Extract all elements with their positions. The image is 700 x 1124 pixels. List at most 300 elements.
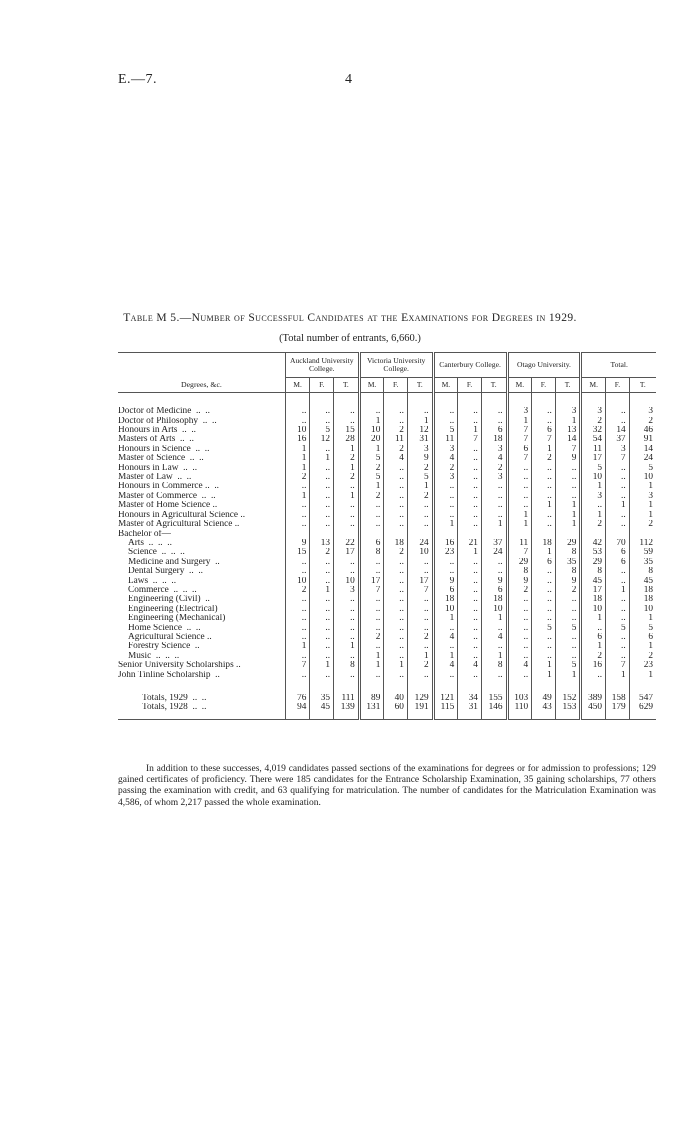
- table-cell: 1: [310, 661, 334, 670]
- table-cell: ..: [507, 614, 532, 623]
- table-cell: 18: [481, 435, 507, 444]
- table-cell: 7: [606, 661, 630, 670]
- table-cell: 179: [606, 703, 630, 712]
- row-leader-dots: .. ..: [198, 416, 217, 426]
- row-label-cell: [118, 417, 285, 426]
- page-number: 4: [345, 72, 352, 87]
- table-cell: 6: [629, 633, 656, 642]
- table-row: [118, 464, 656, 473]
- table-cell: ..: [481, 624, 507, 633]
- table-cell: 8: [581, 567, 606, 576]
- table-cell: 1: [433, 520, 458, 529]
- table-cell: 17: [581, 586, 606, 595]
- table-cell: ..: [310, 558, 334, 567]
- row-label: Dental Surgery: [128, 567, 185, 577]
- table-cell: 8: [481, 661, 507, 670]
- row-label-cell: [118, 492, 285, 501]
- table-cell: 1: [606, 586, 630, 595]
- table-cell: ..: [359, 567, 384, 576]
- row-label: Master of Science: [118, 454, 186, 464]
- table-cell: 10: [629, 473, 656, 482]
- table-cell: ..: [481, 511, 507, 520]
- table-cell: [334, 530, 360, 539]
- column-subheader: M.: [285, 377, 310, 392]
- row-label: Arts: [128, 538, 145, 548]
- table-cell: ..: [532, 605, 556, 614]
- table-cell: 10: [581, 605, 606, 614]
- row-leader-dots: .. ..: [181, 623, 201, 633]
- table-cell: 1: [606, 501, 630, 510]
- row-leader-dots: .. ..: [178, 463, 198, 473]
- table-cell: 4: [458, 661, 482, 670]
- table-cell: ..: [433, 501, 458, 510]
- table-cell: ..: [310, 671, 334, 680]
- table-cell: ..: [555, 605, 581, 614]
- row-leader-dots: ..: [204, 632, 212, 642]
- row-label: Doctor of Medicine: [118, 407, 192, 417]
- spacer-row: [118, 393, 656, 408]
- table-cell: ..: [407, 520, 433, 529]
- table-cell: 1: [606, 671, 630, 680]
- table-cell: 9: [481, 577, 507, 586]
- table-cell: 4: [433, 454, 458, 463]
- table-cell: 16: [433, 539, 458, 548]
- row-label: John Tinline Scholarship: [118, 670, 211, 680]
- table-cell: ..: [458, 586, 482, 595]
- table-cell: 12: [407, 426, 433, 435]
- column-subheader: M.: [433, 377, 458, 392]
- table-cell: ..: [606, 417, 630, 426]
- table-cell: 9: [555, 454, 581, 463]
- table-cell: 3: [606, 445, 630, 454]
- table-cell: ..: [507, 492, 532, 501]
- table-cell: 6: [532, 426, 556, 435]
- table-cell: ..: [606, 595, 630, 604]
- table-cell: ..: [433, 624, 458, 633]
- table-cell: 2: [334, 454, 360, 463]
- table-cell: ..: [310, 642, 334, 651]
- table-cell: ..: [458, 652, 482, 661]
- table-cell: 45: [581, 577, 606, 586]
- table-cell: ..: [507, 624, 532, 633]
- row-label-cell: [118, 407, 285, 416]
- table-row: [118, 548, 656, 557]
- table-cell: 6: [532, 558, 556, 567]
- table-cell: 1: [359, 482, 384, 491]
- table-title-text: Table M 5.—Number of Successful Candidates at the Examinations for Degrees in 1929.: [123, 312, 577, 324]
- column-subheader: T.: [555, 377, 581, 392]
- table-cell: 1: [532, 548, 556, 557]
- table-cell: ..: [606, 633, 630, 642]
- table-cell: 1: [334, 642, 360, 651]
- table-cell: ..: [458, 482, 482, 491]
- table-cell: ..: [285, 633, 310, 642]
- table-cell: 103: [507, 694, 532, 703]
- table-cell: 60: [384, 703, 408, 712]
- table-cell: [359, 530, 384, 539]
- table-cell: 5: [555, 624, 581, 633]
- table-cell: ..: [433, 511, 458, 520]
- table-cell: ..: [555, 492, 581, 501]
- table-cell: 24: [629, 454, 656, 463]
- table-cell: 1: [407, 482, 433, 491]
- table-cell: ..: [481, 407, 507, 416]
- table-cell: 5: [532, 624, 556, 633]
- table-cell: 191: [407, 703, 433, 712]
- row-label-cell: [118, 539, 285, 548]
- row-label-cell: [118, 558, 285, 567]
- table-cell: 15: [285, 548, 310, 557]
- table-cell: 29: [581, 558, 606, 567]
- table-cell: ..: [384, 605, 408, 614]
- table-cell: ..: [310, 605, 334, 614]
- table-cell: 1: [629, 501, 656, 510]
- row-label: Commerce: [128, 585, 169, 595]
- row-label-cell: [118, 501, 285, 510]
- column-subheader: F.: [458, 377, 482, 392]
- table-cell: 12: [310, 435, 334, 444]
- table-cell: ..: [310, 595, 334, 604]
- table-cell: 4: [384, 454, 408, 463]
- table-cell: ..: [384, 417, 408, 426]
- column-subheader: T.: [481, 377, 507, 392]
- row-label: Honours in Arts: [118, 426, 178, 436]
- table-cell: 1: [458, 426, 482, 435]
- table-cell: ..: [384, 511, 408, 520]
- table-cell: 14: [606, 426, 630, 435]
- table-cell: 2: [384, 548, 408, 557]
- row-leader-dots: .. ..: [197, 491, 216, 501]
- table-cell: 29: [507, 558, 532, 567]
- table-cell: ..: [384, 652, 408, 661]
- table-cell: ..: [606, 567, 630, 576]
- row-leader-dots: .. ..: [172, 473, 192, 483]
- table-cell: 1: [555, 511, 581, 520]
- table-cell: ..: [606, 642, 630, 651]
- table-cell: 37: [606, 435, 630, 444]
- table-cell: 6: [481, 426, 507, 435]
- table-cell: 158: [606, 694, 630, 703]
- table-cell: ..: [359, 605, 384, 614]
- table-cell: 1: [581, 511, 606, 520]
- table-cell: 1: [285, 445, 310, 454]
- table-cell: 20: [359, 435, 384, 444]
- table-cell: [507, 530, 532, 539]
- table-cell: 2: [334, 473, 360, 482]
- table-cell: 10: [359, 426, 384, 435]
- table-cell: 9: [507, 577, 532, 586]
- table-cell: ..: [285, 520, 310, 529]
- table-cell: ..: [481, 567, 507, 576]
- table-cell: [407, 530, 433, 539]
- table-cell: ..: [555, 652, 581, 661]
- table-cell: 18: [629, 595, 656, 604]
- row-label: Masters of Arts: [118, 435, 176, 445]
- table-cell: [606, 530, 630, 539]
- table-cell: ..: [407, 511, 433, 520]
- table-cell: ..: [606, 577, 630, 586]
- table-cell: 1: [285, 464, 310, 473]
- table-cell: 2: [310, 548, 334, 557]
- table-cell: ..: [433, 671, 458, 680]
- row-leader-dots: .. ..: [187, 703, 207, 713]
- table-cell: 3: [629, 407, 656, 416]
- table-cell: 53: [581, 548, 606, 557]
- row-label-cell: [118, 595, 285, 604]
- row-label-cell: [118, 445, 285, 454]
- table-cell: ..: [384, 407, 408, 416]
- table-cell: 1: [507, 511, 532, 520]
- table-cell: ..: [532, 511, 556, 520]
- table-cell: ..: [532, 520, 556, 529]
- table-cell: [555, 530, 581, 539]
- row-label: Honours in Law: [118, 463, 179, 473]
- table-cell: 35: [629, 558, 656, 567]
- table-cell: 21: [458, 539, 482, 548]
- table-cell: 6: [507, 445, 532, 454]
- table-cell: 1: [555, 417, 581, 426]
- table-cell: [384, 530, 408, 539]
- row-label: Music: [128, 651, 152, 661]
- table-row: [118, 426, 656, 435]
- table-cell: 6: [606, 558, 630, 567]
- table-cell: 1: [581, 614, 606, 623]
- table-cell: 9: [555, 577, 581, 586]
- column-subheader: T.: [334, 377, 360, 392]
- degrees-header: Degrees, &c.: [118, 353, 285, 393]
- table-cell: 5: [555, 661, 581, 670]
- table-cell: ..: [384, 624, 408, 633]
- table-cell: 45: [310, 703, 334, 712]
- table-cell: 2: [629, 520, 656, 529]
- table-cell: 35: [310, 694, 334, 703]
- table-cell: 7: [359, 586, 384, 595]
- table-row: [118, 501, 656, 510]
- table-row: [118, 407, 656, 416]
- table-cell: 5: [629, 464, 656, 473]
- table-cell: ..: [285, 624, 310, 633]
- table-cell: 112: [629, 539, 656, 548]
- table-cell: 4: [481, 633, 507, 642]
- row-leader-dots: ..: [232, 520, 240, 530]
- table-cell: ..: [384, 501, 408, 510]
- table-cell: ..: [407, 642, 433, 651]
- row-label-cell: [118, 511, 285, 520]
- table-cell: 11: [507, 539, 532, 548]
- table-cell: 31: [407, 435, 433, 444]
- table-cell: ..: [532, 473, 556, 482]
- table-cell: ..: [458, 501, 482, 510]
- table-cell: ..: [384, 586, 408, 595]
- table-cell: ..: [532, 492, 556, 501]
- table-cell: 9: [407, 454, 433, 463]
- table-cell: ..: [310, 445, 334, 454]
- table-cell: ..: [359, 501, 384, 510]
- table-cell: 76: [285, 694, 310, 703]
- row-label-cell: [118, 586, 285, 595]
- table-cell: 5: [629, 624, 656, 633]
- table-cell: ..: [481, 671, 507, 680]
- table-cell: ..: [606, 492, 630, 501]
- table-cell: ..: [481, 482, 507, 491]
- table-cell: ..: [458, 642, 482, 651]
- table-cell: 10: [285, 426, 310, 435]
- table-cell: 6: [606, 548, 630, 557]
- row-label: Master of Agricultural Science: [118, 520, 233, 530]
- table-cell: ..: [407, 567, 433, 576]
- row-label: Bachelor of—: [118, 529, 171, 539]
- row-label-cell: [118, 605, 285, 614]
- table-cell: 1: [507, 417, 532, 426]
- row-label: Engineering (Electrical): [128, 604, 218, 614]
- table-cell: ..: [532, 633, 556, 642]
- table-cell: 3: [581, 407, 606, 416]
- table-cell: 5: [433, 426, 458, 435]
- totals-row: [118, 703, 656, 712]
- table-row: [118, 473, 656, 482]
- row-leader-dots: .. ..: [175, 435, 194, 445]
- table-cell: 40: [384, 694, 408, 703]
- table-cell: 7: [555, 445, 581, 454]
- table-cell: ..: [606, 511, 630, 520]
- row-leader-dots: .. ..: [187, 694, 207, 703]
- table-cell: ..: [606, 614, 630, 623]
- table-cell: ..: [458, 520, 482, 529]
- table-cell: 10: [407, 548, 433, 557]
- table-cell: 629: [629, 703, 656, 712]
- table-cell: 32: [581, 426, 606, 435]
- table-cell: ..: [458, 407, 482, 416]
- page-reference: E.—7.: [118, 72, 158, 87]
- table-cell: 1: [629, 511, 656, 520]
- row-label: Totals, 1929: [142, 694, 188, 703]
- table-cell: 11: [384, 435, 408, 444]
- table-cell: ..: [384, 567, 408, 576]
- table-cell: 70: [606, 539, 630, 548]
- table-cell: 2: [407, 633, 433, 642]
- row-label-cell: [118, 482, 285, 491]
- table-cell: 2: [407, 661, 433, 670]
- row-label: Laws: [128, 576, 149, 586]
- table-cell: ..: [359, 614, 384, 623]
- table-cell: ..: [334, 407, 360, 416]
- row-label-cell: [118, 671, 285, 680]
- table-cell: 10: [629, 605, 656, 614]
- table-row: [118, 520, 656, 529]
- row-label-cell: [118, 464, 285, 473]
- table-cell: ..: [334, 614, 360, 623]
- table-cell: ..: [285, 671, 310, 680]
- table-row: [118, 454, 656, 463]
- table-cell: 1: [555, 671, 581, 680]
- table-cell: 111: [334, 694, 360, 703]
- row-leader-dots: .. ..: [190, 444, 210, 454]
- table-cell: 547: [629, 694, 656, 703]
- table-cell: ..: [407, 624, 433, 633]
- footnote-paragraph: In addition to these successes, 4,019 candidates passed sections of the examinations for degrees or for admission to professions; 129 gained certificates of proficiency. There were 185 candidates for the Entrance Scholarship Examination, 35 gaining scholarships, 77 others passing the examination with credit, and 63 qualifying for matriculation. The number of candidates for the Matriculation Examination was 4,586, of whom 2,217 passed the whole examination.: [118, 764, 656, 808]
- row-label-cell: [118, 473, 285, 482]
- table-cell: ..: [532, 417, 556, 426]
- row-leader-dots: ..: [210, 501, 218, 511]
- table-cell: ..: [310, 652, 334, 661]
- table-cell: 35: [555, 558, 581, 567]
- table-cell: ..: [458, 614, 482, 623]
- table-cell: ..: [384, 614, 408, 623]
- table-cell: 7: [507, 548, 532, 557]
- table-cell: ..: [359, 642, 384, 651]
- table-cell: 2: [285, 473, 310, 482]
- row-label: Forestry Science: [128, 642, 191, 652]
- table-cell: 121: [433, 694, 458, 703]
- table-cell: [532, 530, 556, 539]
- table-cell: 1: [532, 445, 556, 454]
- table-cell: 1: [359, 661, 384, 670]
- table-cell: 3: [433, 473, 458, 482]
- table-cell: ..: [384, 492, 408, 501]
- table-cell: ..: [384, 520, 408, 529]
- table-row: [118, 614, 656, 623]
- table-cell: ..: [532, 642, 556, 651]
- table-cell: 10: [334, 577, 360, 586]
- table-subtitle: (Total number of entrants, 6,660.): [279, 333, 421, 344]
- spacer-row: [118, 680, 656, 694]
- table-cell: ..: [481, 492, 507, 501]
- table-cell: 6: [581, 633, 606, 642]
- table-cell: 1: [629, 614, 656, 623]
- table-cell: ..: [507, 671, 532, 680]
- table-cell: ..: [359, 520, 384, 529]
- table-cell: 1: [581, 482, 606, 491]
- table-cell: 3: [555, 407, 581, 416]
- column-subheader: F.: [384, 377, 408, 392]
- table-cell: 2: [581, 520, 606, 529]
- row-label-cell: [118, 577, 285, 586]
- table-cell: ..: [285, 652, 310, 661]
- table-cell: ..: [532, 652, 556, 661]
- table-cell: 9: [285, 539, 310, 548]
- table-cell: 3: [581, 492, 606, 501]
- table-cell: 13: [555, 426, 581, 435]
- table-cell: 1: [359, 417, 384, 426]
- table-cell: ..: [433, 482, 458, 491]
- table-cell: 1: [285, 492, 310, 501]
- table-cell: 1: [532, 661, 556, 670]
- table-cell: ..: [532, 586, 556, 595]
- table-row: [118, 417, 656, 426]
- table-row: [118, 586, 656, 595]
- table-cell: ..: [481, 558, 507, 567]
- table-cell: 139: [334, 703, 360, 712]
- row-label-cell: [118, 703, 285, 712]
- table-cell: ..: [310, 567, 334, 576]
- table-cell: 10: [481, 605, 507, 614]
- table-cell: ..: [359, 595, 384, 604]
- table-cell: ..: [310, 577, 334, 586]
- table-cell: ..: [334, 652, 360, 661]
- row-label-cell: [118, 661, 285, 670]
- table-cell: ..: [310, 624, 334, 633]
- table-cell: ..: [555, 595, 581, 604]
- table-row: [118, 539, 656, 548]
- table-cell: 9: [433, 577, 458, 586]
- row-leader-dots: .. .. ..: [168, 585, 197, 595]
- table-cell: 6: [481, 586, 507, 595]
- row-label-cell: [118, 652, 285, 661]
- table-cell: 22: [334, 539, 360, 548]
- table-cell: ..: [458, 558, 482, 567]
- row-label: Master of Commerce: [118, 491, 197, 501]
- table-cell: ..: [507, 633, 532, 642]
